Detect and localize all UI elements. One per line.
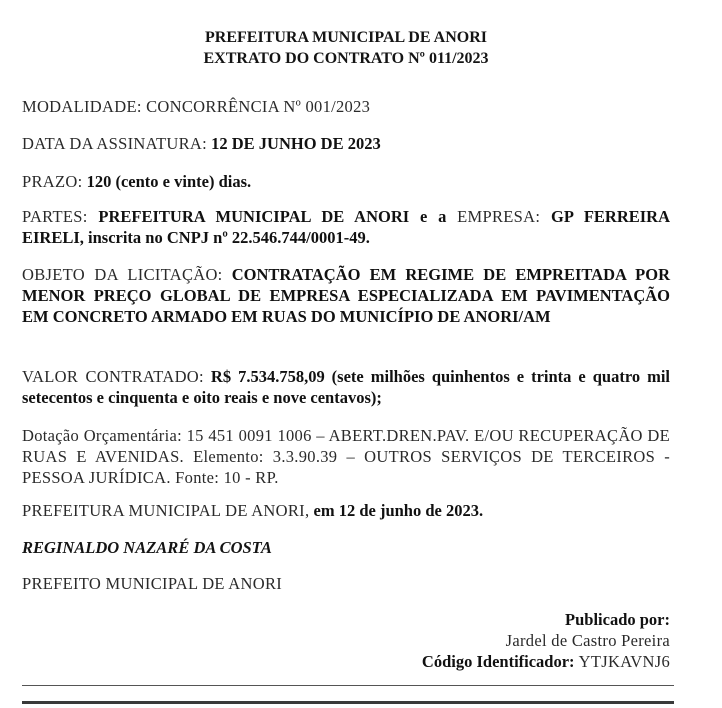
objeto-paragraph	[22, 264, 670, 327]
signatory-title: PREFEITO MUNICIPAL DE ANORI	[22, 574, 283, 593]
partes-empresa-label: EMPRESA:	[457, 207, 541, 226]
partes-paragraph	[22, 206, 670, 248]
identifier-code: YTJKAVNJ6	[578, 652, 670, 671]
prazo-value: 120 (cento e vinte)	[86, 172, 215, 191]
valor-label: VALOR CONTRATADO:	[22, 367, 204, 386]
local-data-label: PREFEITURA MUNICIPAL DE ANORI,	[22, 501, 310, 520]
partes-part1: PREFEITURA MUNICIPAL DE ANORI e a	[98, 207, 447, 226]
dotacao-paragraph: Dotação Orçamentária: 15 451 0091 1006 – ABERT.DREN.PAV. E/OU RECUPERAÇÃO DE RUAS E AVENIDAS. Elemento: 3.3.90.39 – OUTROS SERVIÇOS DE TERCEIROS - PESSOA JURÍDICA. Fonte: 10 - RP.	[22, 426, 670, 487]
data-assinatura-line	[22, 133, 670, 154]
publisher-name: Jardel de Castro Pereira	[505, 631, 670, 650]
prazo-label: PRAZO:	[22, 172, 83, 191]
objeto-text: CONTRATAÇÃO EM REGIME DE EMPREITADA POR MENOR PREÇO GLOBAL DE EMPRESA ESPECIALIZADA EM PAVIMENTAÇÃO EM CONCRETO ARMADO EM RUAS DO MUNICÍPIO DE ANORI/AM	[22, 265, 671, 326]
valor-paragraph	[22, 366, 670, 408]
local-data-value: em 12 de junho de 2023.	[313, 501, 484, 520]
publication-block	[22, 609, 670, 672]
local-data-line	[22, 500, 670, 521]
objeto-label: OBJETO DA LICITAÇÃO:	[22, 265, 223, 284]
divider-line-thick	[22, 701, 674, 704]
publication-label: Publicado por:	[565, 610, 670, 629]
document-header	[0, 27, 692, 69]
data-assinatura-label: DATA DA ASSINATURA:	[22, 134, 207, 153]
partes-part2: GP FERREIRA EIRELI, inscrita no CNPJ nº 22.546.744/0001-49.	[22, 207, 670, 247]
valor-text: R$ 7.534.758,09 (sete milhões quinhentos e trinta e quatro mil setecentos e cinquenta e oito reais e nove centavos);	[22, 367, 671, 407]
divider-line	[22, 685, 674, 686]
header-title: EXTRATO DO CONTRATO Nº 011/2023	[203, 50, 489, 67]
prazo-suffix: dias.	[218, 172, 252, 191]
header-institution: PREFEITURA MUNICIPAL DE ANORI	[205, 29, 487, 46]
modalidade-line: MODALIDADE: CONCORRÊNCIA Nº 001/2023	[22, 97, 371, 116]
data-assinatura-value: 12 DE JUNHO DE 2023	[211, 134, 381, 153]
identifier-label: Código Identificador:	[421, 652, 575, 671]
prazo-line	[22, 171, 670, 192]
signatory-name: REGINALDO NAZARÉ DA COSTA	[22, 538, 272, 557]
partes-label: PARTES:	[22, 207, 88, 226]
